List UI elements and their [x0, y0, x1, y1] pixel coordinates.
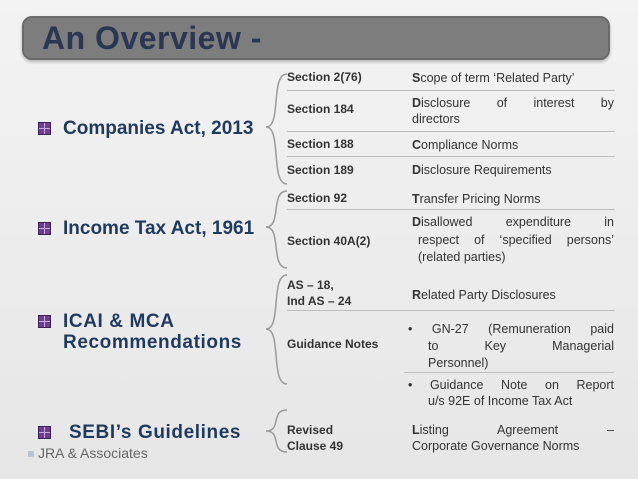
section-label: Section 189: [287, 163, 354, 177]
section-description: Scope of term ‘Related Party’: [412, 71, 575, 85]
act-income-tax: [38, 218, 254, 239]
row-divider: [404, 372, 614, 373]
row-divider: [287, 156, 615, 157]
bullet-icon: [38, 122, 51, 135]
guidance-bullet: • Guidance Note on Report: [408, 378, 614, 392]
section-description: Corporate Governance Norms: [412, 439, 580, 453]
bullet-icon: [38, 426, 51, 439]
act-companies: [38, 118, 253, 139]
section-description: Transfer Pricing Norms: [412, 192, 541, 206]
act-label: Companies Act, 2013: [63, 118, 254, 139]
guidance-bullet: • GN-27 (Remuneration paid: [408, 322, 614, 336]
guidance-bullet: Personnel): [428, 356, 489, 370]
section-description: Listing Agreement –: [412, 423, 614, 437]
section-label: Section 40A(2): [287, 234, 371, 248]
section-label: Clause 49: [287, 439, 344, 453]
row-divider: [287, 90, 615, 91]
footer-text: JRA & Associates: [38, 445, 148, 461]
section-label: Section 2(76): [287, 70, 362, 84]
act-label-line: ICAI & MCA: [63, 311, 175, 332]
section-label: Ind AS – 24: [287, 294, 352, 308]
section-label: Section 184: [287, 102, 354, 116]
bracket-companies: [266, 74, 287, 184]
section-description: Compliance Norms: [412, 138, 519, 152]
row-divider: [287, 310, 615, 311]
section-description: Disallowed expenditure in: [412, 215, 614, 229]
section-description: directors: [412, 112, 460, 126]
section-label: Revised: [287, 423, 334, 437]
section-description: respect of ‘specified persons’: [418, 233, 614, 247]
bracket-icai: [266, 275, 287, 384]
section-label: AS – 18,: [287, 278, 334, 292]
footer-bullet-icon: [28, 451, 34, 457]
guidance-bullet: u/s 92E of Income Tax Act: [428, 394, 573, 408]
section-description: (related parties): [418, 250, 506, 264]
bullet-icon: [38, 222, 51, 235]
act-label: [63, 311, 242, 353]
section-label: Section 92: [287, 191, 348, 205]
bullet-icon: [38, 315, 51, 328]
bracket-income-tax: [266, 191, 287, 268]
guidance-bullet: to Key Managerial: [428, 339, 614, 353]
act-label: SEBI’s Guidelines: [69, 422, 242, 443]
section-label: Section 188: [287, 137, 354, 151]
act-label: Income Tax Act, 1961: [63, 218, 255, 239]
act-label-line: Recommendations: [63, 332, 242, 353]
slide-title: An Overview -: [42, 20, 262, 56]
section-description: Disclosure of interest by: [412, 96, 614, 110]
section-label: Guidance Notes: [287, 337, 379, 351]
act-icai-mca: [38, 311, 242, 353]
row-divider: [287, 131, 615, 132]
bracket-sebi: [266, 410, 287, 452]
section-description: Disclosure Requirements: [412, 163, 552, 177]
section-description: Related Party Disclosures: [412, 288, 556, 302]
row-divider: [287, 209, 615, 210]
act-sebi: [38, 422, 241, 443]
